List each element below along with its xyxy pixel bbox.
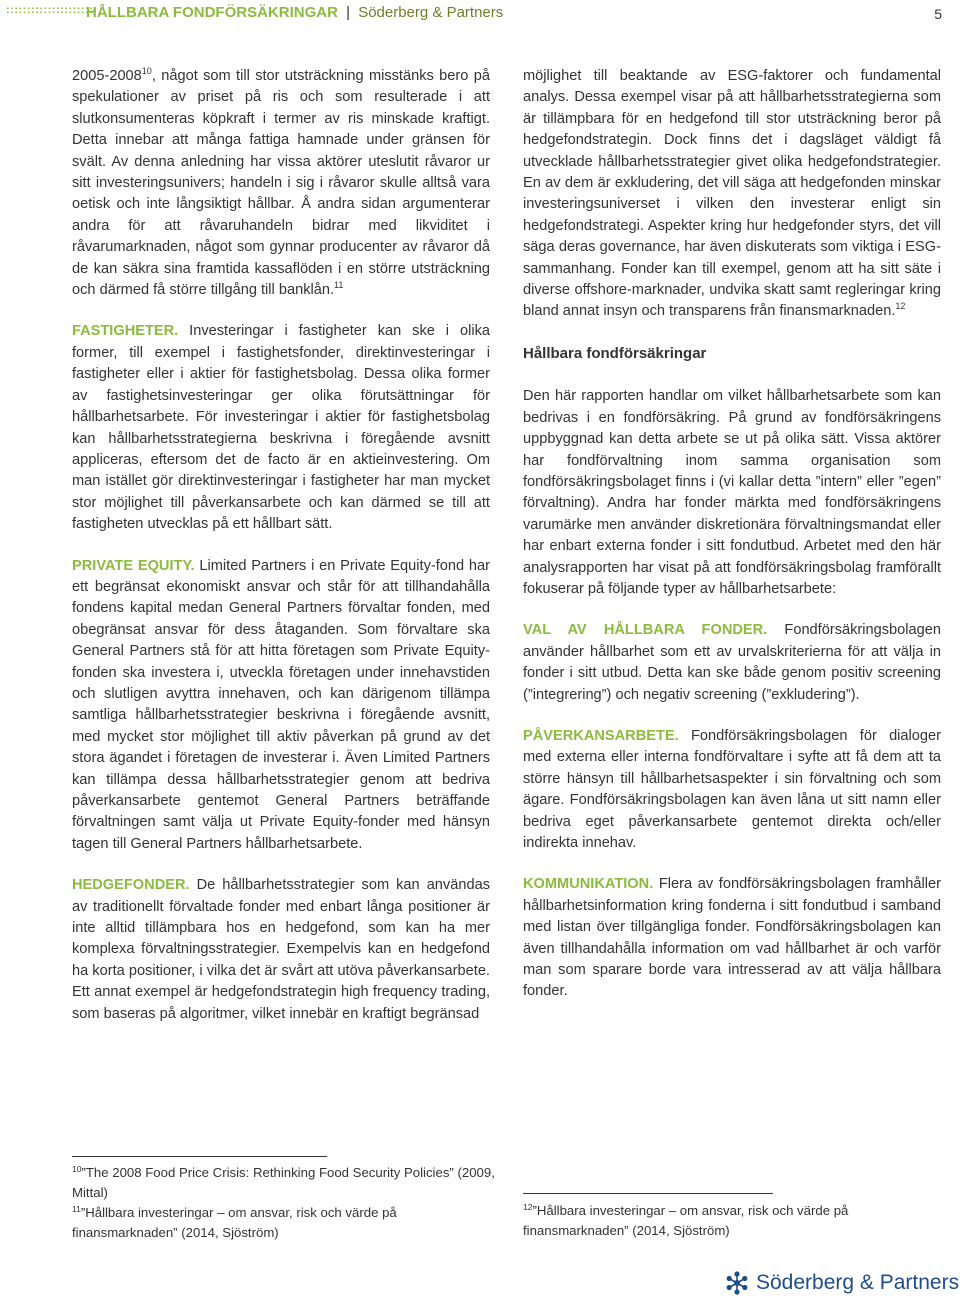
header-title — [86, 4, 503, 21]
rp4-text: Fondförsäkringsbolagen för dialoger med externa eller interna fondförvaltare i syfte att få dem att ta större hänsyn till hållbarhetsaspekter i sin förvaltning och som ägare. Fondförsäkringsbolagen kan även låna ut sitt namn eller bedriva eget påverkansarbete gentemot direkta och/eller indirekta innehav. — [523, 727, 941, 851]
section-heading: Hållbara fondförsäkringar — [523, 344, 707, 362]
right-column — [523, 66, 941, 1023]
rp1-text: möjlighet till beaktande av ESG-faktorer och fundamental analys. Dessa exempel visar på att hållbarhetsstrategierna som är tillämpbara för en hedgefond till stor utsträckning beror på hedgefondstrategin. Dock finns det i dagsläget väldigt få utvecklade hållbarhetsstrategier givet olika hedgefondstrategier. En av dem är exkludering, det vill säga att hedgefonden minskar investeringsuniverset i vilken den investerar enligt sin hedgefondstrategi. Aspekter kring hur hedgefonder styrs, det vill säga deras governance, har även diskuterats som viktiga i ESG-sammanhang. Fonder kan till exempel, genom att ha sitt säte i diverse offshore-marknader, undvika skatt samt regleringar kring bland annat insyn och transparens från finansmarknaden. — [523, 68, 941, 320]
header-separator: | — [346, 4, 351, 21]
footnote-text: ”Hållbara investeringar – om ansvar, risk och värde på finansmarknaden” (2014, Sjöström) — [72, 1205, 397, 1240]
label-hedgefonder: HEDGEFONDER. — [72, 877, 190, 894]
header-org: Söderberg & Partners — [358, 4, 504, 21]
page-header — [0, 0, 960, 30]
left-column — [72, 66, 490, 1045]
rp2-text: Den här rapporten handlar om vilket hållbarhetsarbete som kan bedrivas i en fondförsäkring. På grund av fondförsäkringens uppbyggnad kan detta arbete se ut på olika sätt. Vissa aktörer har fondförvaltning inom samma organisation som fondförsäkringsbolaget finns i (vi kallar detta ”intern” eller ”egen” förvaltning). Andra har fonder märkta med fondförsäkringens varumärke men använder diskretionära förvaltningsmandat eller har enbart externa fonder i sitt fondutbud. Arbetet med den här analysrapporten har visat på att fondförsäkringsbolag framförallt fokuserar på följande typer av hållbarhetsarbete: — [523, 388, 941, 597]
header-title-text: HÅLLBARA FONDFÖRSÄKRINGAR — [86, 4, 338, 21]
p2-text: Investeringar i fastigheter kan ske i olika former, till exempel i fastighetsfonder, direktinvesteringar i fastigheter eller i aktier för fastighetsbolag. Dessa olika former av fastighetsinvesteringar ger olika förutsättningar för hållbarhetsarbete. För investeringar i aktier för fastighetsbolag kan hållbarhetsstrategierna beskrivna i föregående avsnitt appliceras, eftersom det de facto är en aktieinvestering. Om man istället gör direktinvesteringar i fastigheter har man mycket stor möjlighet till påverkansarbete och kan därmed se till att fastigheten utvecklas på ett hållbart sätt. — [72, 323, 490, 533]
footnote-number: 11 — [72, 1204, 81, 1214]
footnote-number: 12 — [523, 1202, 533, 1212]
footnote-ref-10: 10 — [141, 66, 152, 76]
rp5-text: Flera av fondförsäkringsbolagen framhåller hållbarhetsinformation kring fonderna i sitt fondutbud i samband med listan över tillgängliga fonder. Fondförsäkringsbolagen kan även tillhandahålla information om vad hållbarhet är och varför man som sparare borde vara intresserad av att välja hållbara fonder. — [523, 876, 941, 1000]
footnote-number: 10 — [72, 1164, 82, 1174]
footnote-ref-11: 11 — [334, 280, 344, 291]
paragraph-hedge-funds — [72, 875, 490, 1025]
footnote-text: ”Hållbara investeringar – om ansvar, risk och värde på finansmarknaden” (2014, Sjöström) — [523, 1203, 849, 1238]
footnote-ref-12: 12 — [895, 301, 906, 312]
snowflake-logo-icon — [724, 1270, 750, 1296]
page-number: 5 — [934, 6, 942, 22]
rp3-text: Fondförsäkringsbolagen använder hållbarhet som ett av urvalskriterierna för att välja in fonder i sitt utbud. Detta kan ske både genom positiv screening (”integrering”) och negativ screening (”exkludering”). — [523, 622, 941, 703]
footnotes-left — [72, 1163, 502, 1243]
header-dots: ::::::::::::::::::::: — [6, 4, 94, 16]
p1-pre: 2005-2008 — [72, 68, 142, 84]
logo-text: Söderberg & Partners — [756, 1271, 960, 1294]
label-private-equity: PRIVATE EQUITY. — [72, 557, 195, 574]
footnote-11 — [72, 1203, 502, 1243]
company-logo — [724, 1268, 959, 1298]
p4-text: De hållbarhetsstrategier som kan användas av traditionellt förvaltade fonder med enbart långa positioner är inte alltid tillämpbara hos en hedgefond, som kan ha mer komplexa förvaltningsstrategier. Exempelvis kan en hedgefond ha korta positioner, i vilka det är svårt att utöva påverkansarbete. Ett annat exempel är hedgefondstrategin high frequency trading, som baseras på algoritmer, vilket innebär en kraftigt begränsad — [72, 877, 490, 1022]
paragraph-real-estate — [72, 321, 490, 535]
label-paverkansarbete: PÅVERKANSARBETE. — [523, 727, 679, 744]
footnote-divider-left — [72, 1156, 327, 1157]
paragraph-hedge-continued — [523, 66, 941, 323]
paragraph-private-equity — [72, 556, 490, 856]
paragraph-communication — [523, 874, 941, 1002]
footnotes-right — [523, 1201, 943, 1241]
paragraph-report-intro — [523, 386, 941, 600]
p3-text: Limited Partners i en Private Equity-fond har ett begränsat ekonomiskt ansvar och står för att tillhandahålla fondens kapital medan General Partners förvaltar fonden, med obegränsat ansvar för dess åtaganden. Som förvaltare ska General Partners stå för att hitta företagen som Private Equity-fonden ska investera i, utveckla företagen under innehavstiden och slutligen avyttra innehaven, och kan därigenom tillämpa samtliga hållbarhetsstrategier beskrivna i föregående avsnitt, med mycket stor möjlighet till aktiv påverkan på grund av det stora ägandet i företagen de investerar i. Även Limited Partners kan tillämpa dessa hållbarhetsstrategier genom att bedriva påverkansarbete gentemot General Partners beträffande förvaltningen samt välja ut Private Equity-fonder med hänsyn tagen till General Partners hållbarhetsarbete. — [72, 557, 490, 852]
label-fastigheter: FASTIGHETER. — [72, 323, 179, 340]
footnote-text: ”The 2008 Food Price Crisis: Rethinking Food Security Policies” (2009, Mittal) — [72, 1165, 495, 1200]
footnote-divider-right — [523, 1193, 773, 1194]
footnote-10 — [72, 1163, 502, 1203]
paragraph-fund-selection — [523, 620, 941, 706]
paragraph-engagement — [523, 726, 941, 854]
paragraph-raw-materials — [72, 66, 490, 301]
p1-text: , något som till stor utsträckning misstänks bero på spekulationer av priset på ris och som resulterade i att slutkonsumenteras köpkraft i termer av ris minskade kraftigt. Detta innebar att många fattiga hamnade under gränsen för svält. Av denna anledning har vissa aktörer uteslutit råvaror ur sitt investeringsunivers; handeln i sig i råvaror skulle alltså vara oetisk och inte långsiktigt hållbar. Å andra sidan argumenterar andra för att råvaruhandeln bidrar med likviditet i råvarumarknaden, något som gynnar producenter av råvaror då de kan säkra sina framtida kassaflöden i en större utsträckning och därmed få större tillgång till banklån. — [72, 68, 490, 299]
label-val-av-fonder: VAL AV HÅLLBARA FONDER. — [523, 622, 768, 639]
label-kommunikation: KOMMUNIKATION. — [523, 876, 654, 893]
footnote-12 — [523, 1201, 943, 1241]
